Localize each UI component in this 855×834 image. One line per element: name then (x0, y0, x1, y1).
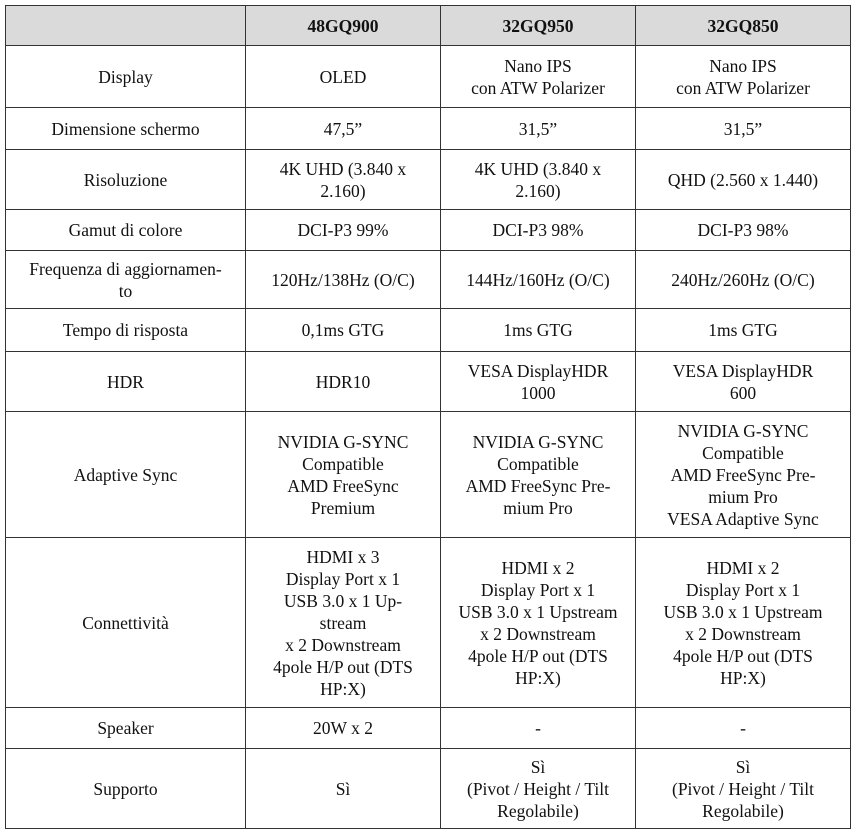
table-cell: NVIDIA G-SYNC Compatible AMD FreeSync Pre- mium Pro VESA Adaptive Sync (636, 412, 851, 538)
header-row (6, 6, 851, 46)
table-cell: HDMI x 2 Display Port x 1 USB 3.0 x 1 Upstream x 2 Downstream 4pole H/P out (DTS HP:X) (441, 538, 636, 708)
table-cell: DCI-P3 98% (636, 210, 851, 251)
table-cell: 4K UHD (3.840 x 2.160) (246, 150, 441, 210)
table-cell: 1ms GTG (441, 309, 636, 352)
row-label: Speaker (6, 708, 246, 749)
table-row (6, 46, 851, 108)
row-label: Connettività (6, 538, 246, 708)
table-cell: HDMI x 2 Display Port x 1 USB 3.0 x 1 Upstream x 2 Downstream 4pole H/P out (DTS HP:X) (636, 538, 851, 708)
table-cell: NVIDIA G-SYNC Compatible AMD FreeSync Premium (246, 412, 441, 538)
table-row (6, 309, 851, 352)
table-cell: - (441, 708, 636, 749)
table-row (6, 412, 851, 538)
row-label: Supporto (6, 749, 246, 829)
table-cell: 31,5” (636, 108, 851, 150)
table-cell: 1ms GTG (636, 309, 851, 352)
table-cell: 0,1ms GTG (246, 309, 441, 352)
row-label: Dimensione schermo (6, 108, 246, 150)
table-cell: 4K UHD (3.840 x 2.160) (441, 150, 636, 210)
table-cell: 144Hz/160Hz (O/C) (441, 251, 636, 309)
table-cell: Sì (Pivot / Height / Tilt Regolabile) (441, 749, 636, 829)
row-label: Risoluzione (6, 150, 246, 210)
table-row (6, 352, 851, 412)
table-cell: VESA DisplayHDR 600 (636, 352, 851, 412)
header-model-32gq850: 32GQ850 (636, 6, 851, 46)
table-cell: Sì (246, 749, 441, 829)
table-cell: 20W x 2 (246, 708, 441, 749)
row-label: Gamut di colore (6, 210, 246, 251)
table-row (6, 108, 851, 150)
table-cell: HDMI x 3 Display Port x 1 USB 3.0 x 1 Up- stream x 2 Downstream 4pole H/P out (DTS HP:X) (246, 538, 441, 708)
row-label: Frequenza di aggiornamen- to (6, 251, 246, 309)
header-model-48gq900: 48GQ900 (246, 6, 441, 46)
table-cell: 120Hz/138Hz (O/C) (246, 251, 441, 309)
table-row (6, 708, 851, 749)
table-cell: HDR10 (246, 352, 441, 412)
table-cell: 240Hz/260Hz (O/C) (636, 251, 851, 309)
table-row (6, 749, 851, 829)
row-label: Adaptive Sync (6, 412, 246, 538)
table-cell: 31,5” (441, 108, 636, 150)
table-cell: DCI-P3 99% (246, 210, 441, 251)
table-cell: Sì (Pivot / Height / Tilt Regolabile) (636, 749, 851, 829)
spec-comparison-table (5, 5, 851, 829)
table-row (6, 210, 851, 251)
row-label: HDR (6, 352, 246, 412)
header-model-32gq950: 32GQ950 (441, 6, 636, 46)
table-cell: Nano IPS con ATW Polarizer (441, 46, 636, 108)
table-cell: VESA DisplayHDR 1000 (441, 352, 636, 412)
table-row (6, 251, 851, 309)
row-label: Display (6, 46, 246, 108)
header-corner-cell (6, 6, 246, 46)
table-cell: NVIDIA G-SYNC Compatible AMD FreeSync Pre- mium Pro (441, 412, 636, 538)
table-cell: 47,5” (246, 108, 441, 150)
table-cell: - (636, 708, 851, 749)
table-cell: QHD (2.560 x 1.440) (636, 150, 851, 210)
table-row (6, 538, 851, 708)
table-cell: DCI-P3 98% (441, 210, 636, 251)
table-cell: OLED (246, 46, 441, 108)
table-row (6, 150, 851, 210)
row-label: Tempo di risposta (6, 309, 246, 352)
table-cell: Nano IPS con ATW Polarizer (636, 46, 851, 108)
